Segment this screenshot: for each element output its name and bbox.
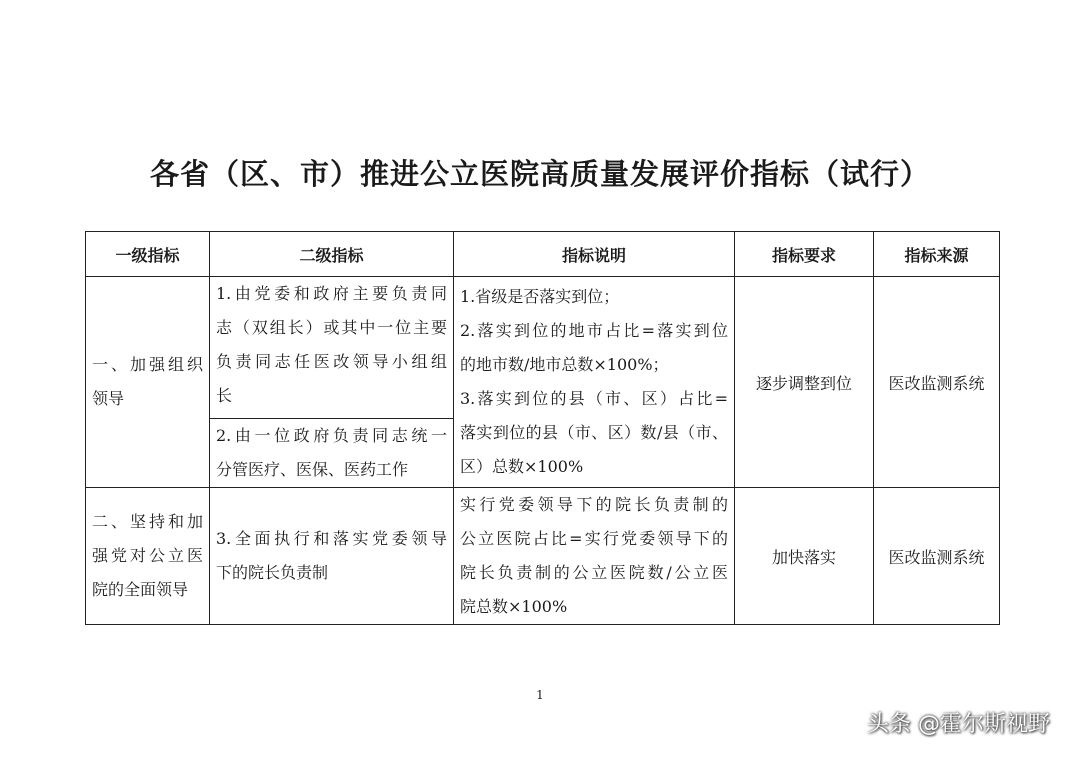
header-description: 指标说明 — [454, 232, 735, 277]
header-requirement: 指标要求 — [735, 232, 874, 277]
cell-line: 长 — [216, 386, 233, 405]
cell-line: 院总数×100% — [460, 597, 568, 616]
cell-line: 落实到位的县（市、区）数/县（市、 — [460, 423, 728, 442]
table-header-row — [86, 232, 1000, 277]
source-cell-organization: 医改监测系统 — [874, 277, 1000, 488]
cell-line: 负责同志任医改领导小组组 — [216, 352, 447, 371]
level1-cell-organization — [86, 277, 210, 488]
cell-line: 1.由党委和政府主要负责同 — [216, 284, 447, 303]
document-title: 各省（区、市）推进公立医院高质量发展评价指标（试行） — [149, 157, 930, 191]
cell-line: 区）总数×100% — [460, 457, 584, 476]
header-level1: 一级指标 — [86, 232, 210, 277]
cell-line: 二、坚持和加 — [92, 512, 203, 531]
page-number: 1 — [536, 688, 544, 702]
cell-line: 志（双组长）或其中一位主要 — [216, 318, 447, 337]
requirement-cell-organization: 逐步调整到位 — [735, 277, 874, 488]
cell-line: 分管医疗、医保、医药工作 — [216, 460, 409, 479]
description-cell-organization — [454, 277, 735, 488]
cell-line: 的地市数/地市总数×100%； — [460, 355, 669, 374]
table-row — [86, 488, 1000, 625]
level2-cell-president-responsibility — [210, 488, 454, 625]
description-cell-party-leadership — [454, 488, 735, 625]
cell-line: 3.落实到位的县（市、区）占比= — [460, 389, 728, 408]
level2-cell-leadership-group — [210, 277, 454, 419]
cell-line: 下的院长负责制 — [216, 563, 329, 582]
cell-line: 院长负责制的公立医院数/公立医 — [460, 563, 728, 582]
source-cell-party-leadership: 医改监测系统 — [874, 488, 1000, 625]
cell-line: 2.由一位政府负责同志统一 — [216, 426, 447, 445]
cell-line: 院的全面领导 — [92, 580, 189, 599]
requirement-cell-party-leadership: 加快落实 — [735, 488, 874, 625]
table-row — [86, 277, 1000, 419]
cell-line: 2.落实到位的地市占比=落实到位 — [460, 321, 728, 340]
evaluation-metrics-table — [85, 231, 1000, 625]
cell-line: 1.省级是否落实到位； — [460, 287, 620, 306]
cell-line: 强党对公立医 — [92, 546, 203, 565]
cell-line: 3.全面执行和落实党委领导 — [216, 529, 447, 548]
cell-line: 公立医院占比=实行党委领导下的 — [460, 529, 728, 548]
header-level2: 二级指标 — [210, 232, 454, 277]
header-source: 指标来源 — [874, 232, 1000, 277]
level2-cell-unified-management — [210, 419, 454, 488]
cell-line: 实行党委领导下的院长负责制的 — [460, 495, 728, 514]
level1-cell-party-leadership — [86, 488, 210, 625]
cell-line: 一、加强组织 — [92, 355, 203, 374]
toutiao-watermark: 头条 @霍尔斯视野 — [867, 712, 1050, 737]
cell-line: 领导 — [92, 389, 125, 408]
